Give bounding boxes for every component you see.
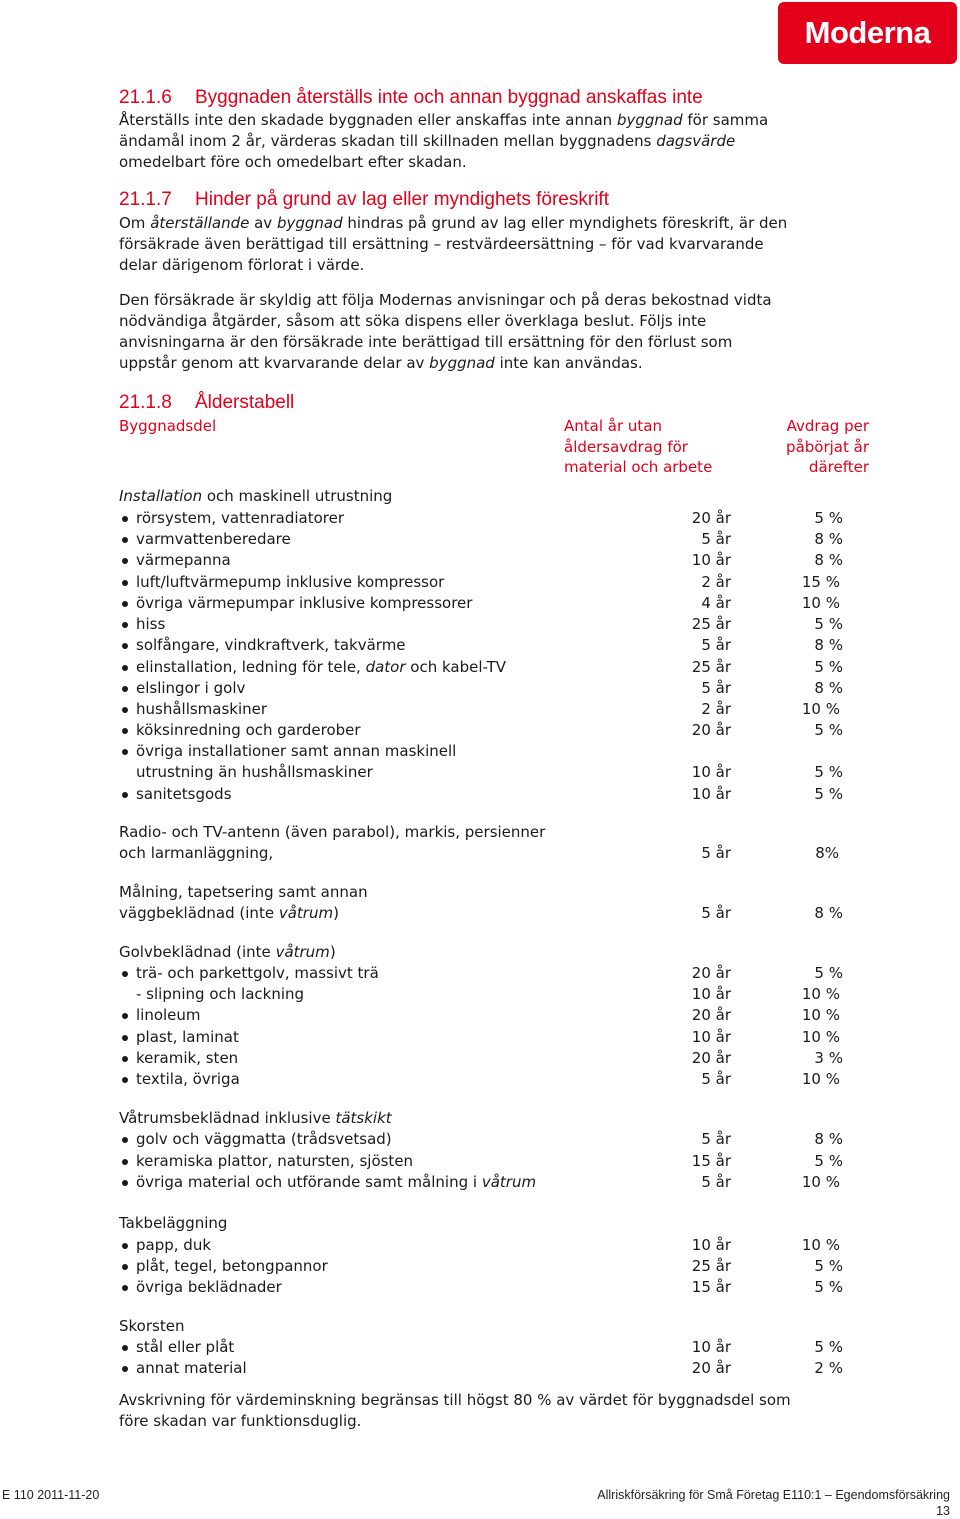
bullet-icon	[122, 971, 128, 977]
section-title: Hinder på grund av lag eller myndighets föreskrift	[195, 189, 609, 210]
bullet-icon	[122, 792, 128, 798]
moderna-logo: Moderna	[778, 2, 957, 64]
bullet-icon	[122, 1056, 128, 1062]
bullet-icon	[122, 728, 128, 734]
table-row: och larmanläggning, 5 år 8%	[119, 844, 839, 862]
column-header-deduction: Avdrag per påbörjat år därefter	[786, 417, 869, 476]
section-heading-21-1-8	[119, 392, 294, 414]
section-heading-21-1-6	[119, 87, 703, 109]
paragraph-21-1-7: Om återställande av byggnad hindras på grund av lag eller myndighets föreskrift, är den försäkrade även berättigad till ersättning – restvärdeersättning – för vad kvarvarande delar därigenom förlorat i värde.	[119, 214, 788, 274]
group-heading-chimney: Skorsten	[119, 1317, 185, 1335]
bullet-icon	[122, 1077, 128, 1083]
page-number: 13	[936, 1504, 950, 1518]
bullet-icon	[122, 665, 128, 671]
footer-title: Allriskförsäkring för Små Företag E110:1 – Egendomsförsäkring	[597, 1488, 950, 1502]
table-row: trä- och parkettgolv, massivt trä 20 år 5 %	[119, 963, 879, 984]
table-row: keramik, sten 20 år 3 %	[119, 1048, 879, 1069]
column-header-part: Byggnadsdel	[119, 417, 217, 435]
table-row: golv och väggmatta (trådsvetsad) 5 år 8 %	[119, 1129, 879, 1150]
section-title: Byggnaden återställs inte och annan byggnad anskaffas inte	[195, 87, 703, 108]
bullet-icon	[122, 1285, 128, 1291]
table-row: väggbeklädnad (inte våtrum) 5 år 8 %	[119, 904, 843, 922]
bullet-icon	[122, 537, 128, 543]
bullet-icon	[122, 1013, 128, 1019]
paragraph-21-1-7-obligations: Den försäkrade är skyldig att följa Modernas anvisningar och på deras bekostnad vidta nödvändiga åtgärder, såsom att söka dispens eller överklaga beslut. Följs inte anvisningarna är den försäkrade inte berättigad till ersättning för den förlust som uppstår genom att kvarvarande delar av byggnad inte kan användas.	[119, 291, 772, 372]
table-row: varmvattenberedare 5 år 8 %	[119, 529, 879, 550]
group-heading-wetroom: Våtrumsbeklädnad inklusive tätskikt	[119, 1109, 392, 1127]
table-row: stål eller plåt 10 år 5 %	[119, 1337, 879, 1358]
paragraph-21-1-6: Återställs inte den skadade byggnaden eller anskaffas inte annan byggnad för samma ändamål inom 2 år, värderas skadan till skillnaden mellan byggnadens dagsvärde omedelbart före och omedelbart efter skadan.	[119, 111, 769, 171]
table-row: luft/luftvärmepump inklusive kompressor 2 år 15 %	[119, 572, 879, 593]
table-row: köksinredning och garderober 20 år 5 %	[119, 720, 879, 741]
bullet-icon	[122, 1366, 128, 1372]
bullet-icon	[122, 1180, 128, 1186]
table-row: rörsystem, vattenradiatorer 20 år 5 %	[119, 508, 879, 529]
section-number: 21.1.7	[119, 189, 172, 210]
section-number: 21.1.6	[119, 87, 172, 108]
bullet-icon	[122, 1345, 128, 1351]
table-row: elinstallation, ledning för tele, dator och kabel-TV 25 år 5 %	[119, 657, 879, 678]
bullet-icon	[122, 1035, 128, 1041]
table-row-continuation: utrustning än hushållsmaskiner 10 år 5 %	[136, 763, 843, 781]
group-heading-floor: Golvbeklädnad (inte våtrum)	[119, 943, 336, 961]
table-row: sanitetsgods 10 år 5 %	[119, 784, 879, 805]
closing-paragraph: Avskrivning för värdeminskning begränsas till högst 80 % av värdet för byggnadsdel som före skadan var funktionsduglig.	[119, 1391, 791, 1430]
section-title: Ålderstabell	[195, 392, 295, 413]
table-row: linoleum 20 år 10 %	[119, 1005, 879, 1026]
table-row: övriga material och utförande samt målning i våtrum 5 år 10 %	[119, 1172, 879, 1193]
table-row: annat material 20 år 2 %	[119, 1358, 879, 1379]
table-row: värmepanna 10 år 8 %	[119, 550, 879, 571]
group-heading-installation: Installation och maskinell utrustning	[119, 487, 393, 505]
table-row: hiss 25 år 5 %	[119, 614, 879, 635]
table-row: papp, duk 10 år 10 %	[119, 1235, 879, 1256]
table-row: elslingor i golv 5 år 8 %	[119, 678, 879, 699]
table-row: textila, övriga 5 år 10 %	[119, 1069, 879, 1090]
bullet-icon	[122, 1137, 128, 1143]
table-row: Målning, tapetsering samt annan	[119, 883, 368, 901]
bullet-icon	[122, 622, 128, 628]
bullet-icon	[122, 686, 128, 692]
section-heading-21-1-7	[119, 189, 609, 211]
bullet-icon	[122, 749, 128, 755]
table-row: övriga värmepumpar inklusive kompressorer 4 år 10 %	[119, 593, 879, 614]
table-row: plast, laminat 10 år 10 %	[119, 1027, 879, 1048]
column-header-years: Antal år utan åldersavdrag för material och arbete	[564, 417, 713, 476]
table-row: plåt, tegel, betongpannor 25 år 5 %	[119, 1256, 879, 1277]
bullet-icon	[122, 601, 128, 607]
table-row: Radio- och TV-antenn (även parabol), markis, persienner	[119, 823, 546, 841]
bullet-icon	[122, 1243, 128, 1249]
group-heading-roof: Takbeläggning	[119, 1214, 228, 1232]
bullet-icon	[122, 1159, 128, 1165]
bullet-icon	[122, 707, 128, 713]
bullet-icon	[122, 558, 128, 564]
bullet-icon	[122, 516, 128, 522]
bullet-icon	[122, 1264, 128, 1270]
bullet-icon	[122, 643, 128, 649]
bullet-icon	[122, 580, 128, 586]
table-row: - slipning och lackning 10 år 10 %	[136, 985, 840, 1003]
table-row: övriga installationer samt annan maskinell	[119, 741, 879, 762]
table-row: hushållsmaskiner 2 år 10 %	[119, 699, 879, 720]
table-row: solfångare, vindkraftverk, takvärme 5 år 8 %	[119, 635, 879, 656]
table-row: övriga beklädnader 15 år 5 %	[119, 1277, 879, 1298]
table-row: keramiska plattor, natursten, sjösten 15 år 5 %	[119, 1151, 879, 1172]
section-number: 21.1.8	[119, 392, 172, 413]
footer-doc-id: E 110 2011-11-20	[2, 1488, 100, 1502]
